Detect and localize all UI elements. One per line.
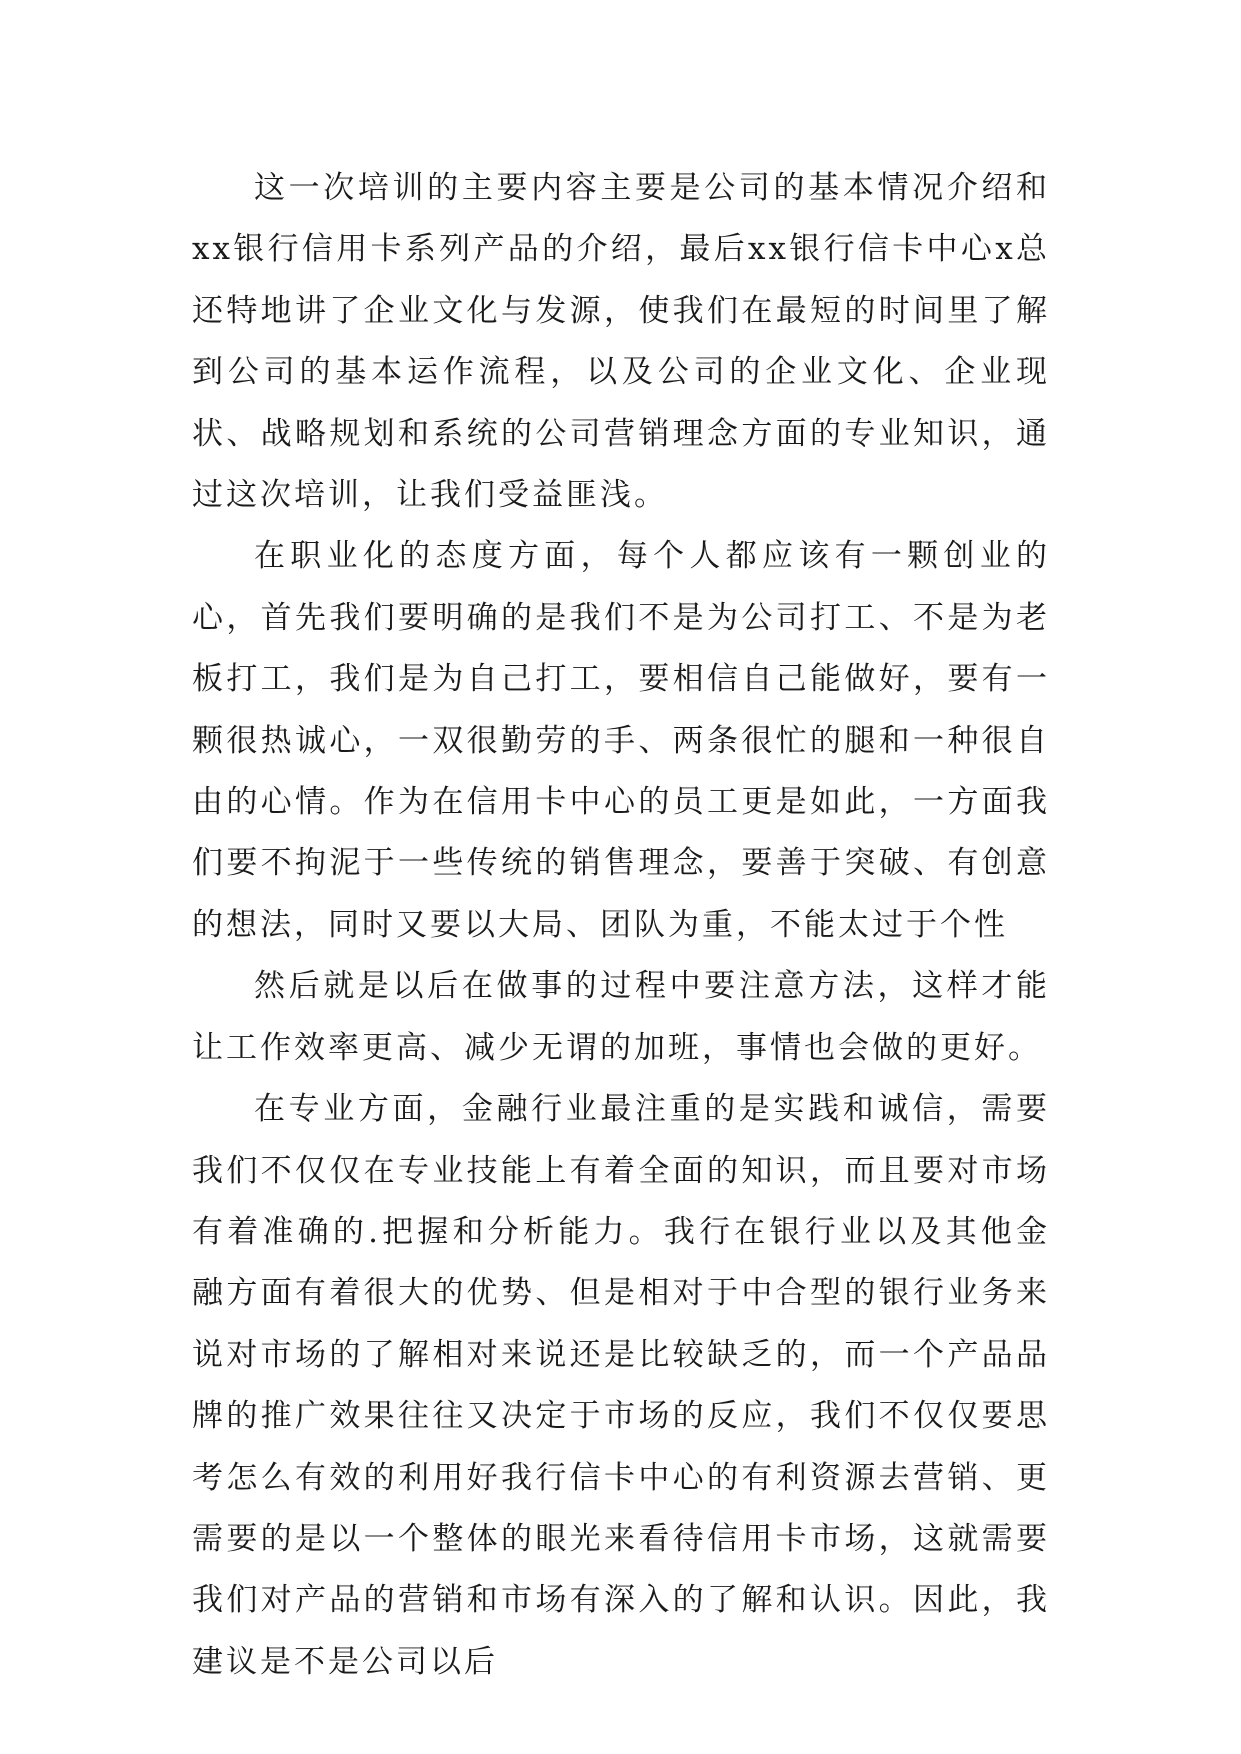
document-body [192, 158, 1050, 1693]
paragraph-professional-field: 在专业方面，金融行业最注重的是实践和诚信，需要我们不仅仅在专业技能上有着全面的知识，而且要对市场有着准确的.把握和分析能力。我行在银行业以及其他金融方面有着很大的优势、但是相对于中合型的银行业务来说对市场的了解相对来说还是比较缺乏的，而一个产品品牌的推广效果往往又决定于市场的反应，我们不仅仅要思考怎么有效的利用好我行信卡中心的有利资源去营销、更需要的是以一个整体的眼光来看待信用卡市场，这就需要我们对产品的营销和市场有深入的了解和认识。因此，我建议是不是公司以后 [192, 1091, 1050, 1680]
paragraph-professional-attitude: 在职业化的态度方面，每个人都应该有一颗创业的心，首先我们要明确的是我们不是为公司打工、不是为老板打工，我们是为自己打工，要相信自己能做好，要有一颗很热诚心，一双很勤劳的手、两条很忙的腿和一种很自由的心情。作为在信用卡中心的员工更是如此，一方面我们要不拘泥于一些传统的销售理念，要善于突破、有创意的想法，同时又要以大局、团队为重，不能太过于个性 [192, 538, 1050, 943]
paragraph-work-method: 然后就是以后在做事的过程中要注意方法，这样才能让工作效率更高、减少无谓的加班，事情也会做的更好。 [192, 968, 1050, 1066]
paragraph-training-content: 这一次培训的主要内容主要是公司的基本情况介绍和xx银行信用卡系列产品的介绍，最后xx银行信卡中心x总还特地讲了企业文化与发源，使我们在最短的时间里了解到公司的基本运作流程，以及公司的企业文化、企业现状、战略规划和系统的公司营销理念方面的专业知识，通过这次培训，让我们受益匪浅。 [192, 170, 1050, 514]
